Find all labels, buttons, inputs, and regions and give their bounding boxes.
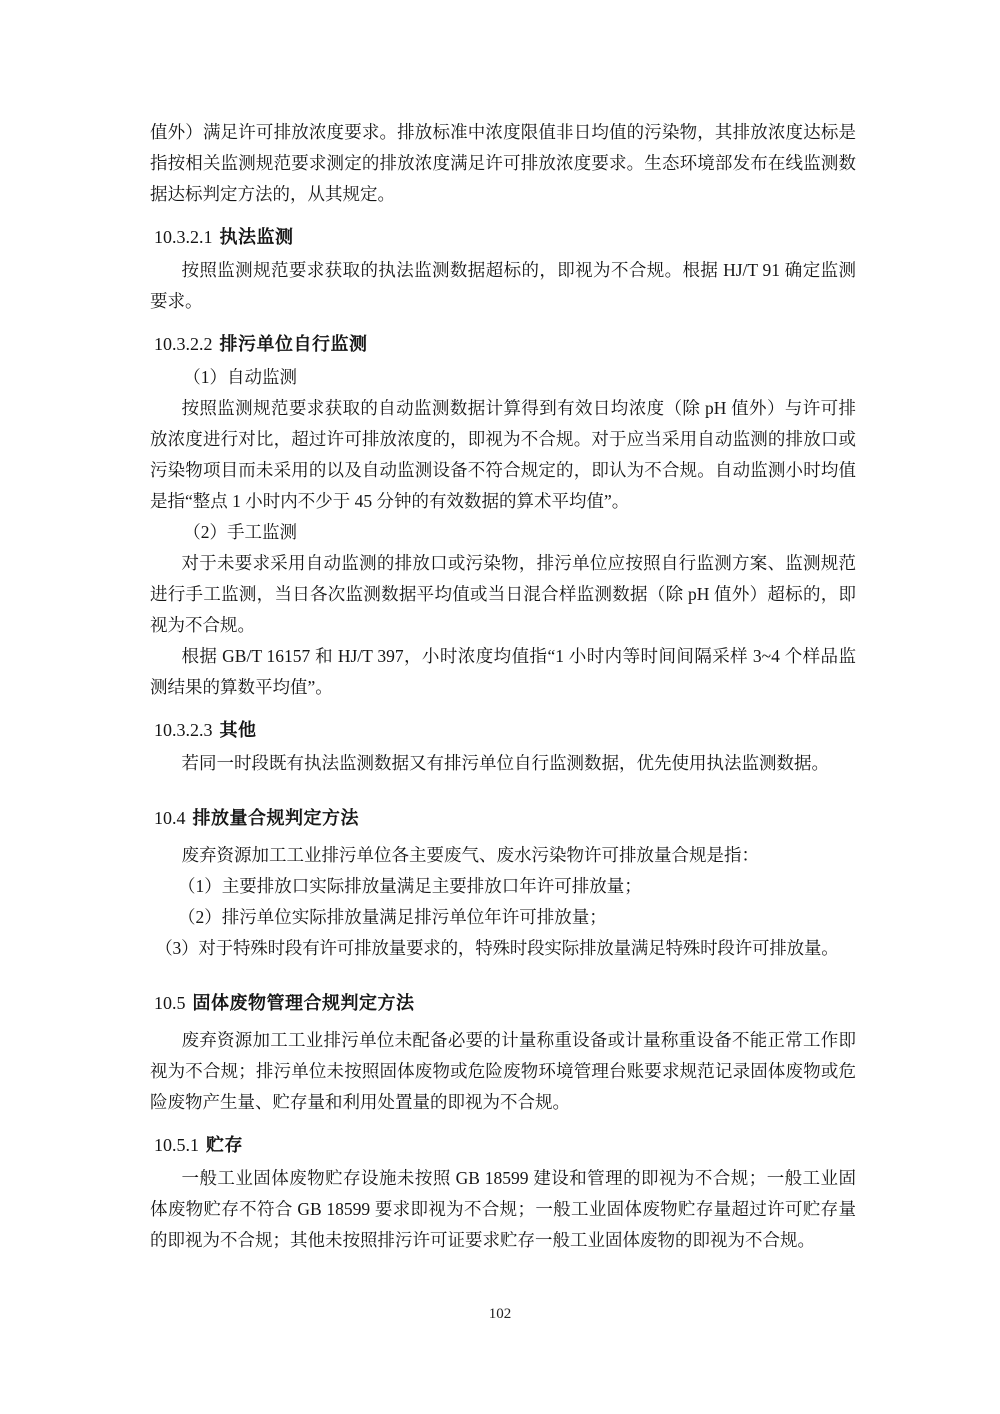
section-title: 执法监测 bbox=[219, 227, 294, 247]
section-number: 10.3.2.3 bbox=[154, 720, 213, 740]
section-title: 贮存 bbox=[206, 1135, 243, 1155]
section-number: 10.5 bbox=[154, 993, 186, 1013]
paragraph-continuation: 值外）满足许可排放浓度要求。排放标准中浓度限值非日均值的污染物，其排放浓度达标是指按相关监测规范要求测定的排放浓度满足许可排放浓度要求。生态环境部发布在线监测数据达标判定方法的，从其规定。 bbox=[150, 122, 856, 204]
body-paragraph: 根据 GB/T 16157 和 HJ/T 397，小时浓度均值指“1 小时内等时间间隔采样 3~4 个样品监测结果的算数平均值”。 bbox=[150, 646, 856, 697]
section-heading-10-5 bbox=[154, 988, 856, 1019]
section-title: 排放量合规判定方法 bbox=[192, 808, 359, 828]
body-paragraph: 废弃资源加工工业排污单位未配备必要的计量称重设备或计量称重设备不能正常工作即视为不合规；排污单位未按照固体废物或危险废物环境管理台账要求规范记录固体废物或危险废物产生量、贮存量和利用处置量的即视为不合规。 bbox=[150, 1030, 856, 1112]
section-heading-10-5-1 bbox=[154, 1130, 856, 1161]
section-heading-10-3-2-2 bbox=[154, 329, 856, 360]
list-item-3: （3）对于特殊时段有许可排放量要求的，特殊时段实际排放量满足特殊时段许可排放量。 bbox=[155, 938, 839, 958]
body-paragraph: 一般工业固体废物贮存设施未按照 GB 18599 建设和管理的即视为不合规；一般工业固体废物贮存不符合 GB 18599 要求即视为不合规；一般工业固体废物贮存量超过许可贮存量的即视为不合规；其他未按照排污许可证要求贮存一般工业固体废物的即视为不合规。 bbox=[150, 1168, 856, 1250]
list-item-1: （1）主要排放口实际排放量满足主要排放口年许可排放量； bbox=[178, 876, 642, 896]
body-paragraph: 废弃资源加工工业排污单位各主要废气、废水污染物许可排放量合规是指： bbox=[181, 845, 759, 865]
section-heading-10-3-2-3 bbox=[154, 715, 856, 746]
text-column bbox=[150, 117, 856, 1256]
section-heading-10-3-2-1 bbox=[154, 222, 856, 253]
sub-item-manual-monitoring: （2）手工监测 bbox=[183, 522, 297, 542]
list-item-2: （2）排污单位实际排放量满足排污单位年许可排放量； bbox=[178, 907, 607, 927]
body-paragraph: 对于未要求采用自动监测的排放口或污染物，排污单位应按照自行监测方案、监测规范进行手工监测，当日各次监测数据平均值或当日混合样监测数据（除 pH 值外）超标的，即视为不合规。 bbox=[150, 553, 856, 635]
section-heading-10-4 bbox=[154, 803, 856, 834]
section-title: 排污单位自行监测 bbox=[219, 334, 368, 354]
sub-item-auto-monitoring: （1）自动监测 bbox=[183, 367, 297, 387]
body-paragraph: 按照监测规范要求获取的自动监测数据计算得到有效日均浓度（除 pH 值外）与许可排放浓度进行对比，超过许可排放浓度的，即视为不合规。对于应当采用自动监测的排放口或污染物项目而未采用的以及自动监测设备不符合规定的，即认为不合规。自动监测小时均值是指“整点 1 小时内不少于 45 分钟的有效数据的算术平均值”。 bbox=[150, 398, 856, 511]
section-number: 10.3.2.1 bbox=[154, 227, 213, 247]
section-number: 10.5.1 bbox=[154, 1135, 199, 1155]
body-paragraph: 按照监测规范要求获取的执法监测数据超标的，即视为不合规。根据 HJ/T 91 确定监测要求。 bbox=[150, 260, 856, 311]
section-number: 10.3.2.2 bbox=[154, 334, 213, 354]
section-number: 10.4 bbox=[154, 808, 186, 828]
section-title: 其他 bbox=[219, 720, 257, 740]
section-title: 固体废物管理合规判定方法 bbox=[192, 993, 415, 1013]
body-paragraph: 若同一时段既有执法监测数据又有排污单位自行监测数据，优先使用执法监测数据。 bbox=[181, 753, 829, 773]
page-number: 102 bbox=[488, 1306, 512, 1322]
